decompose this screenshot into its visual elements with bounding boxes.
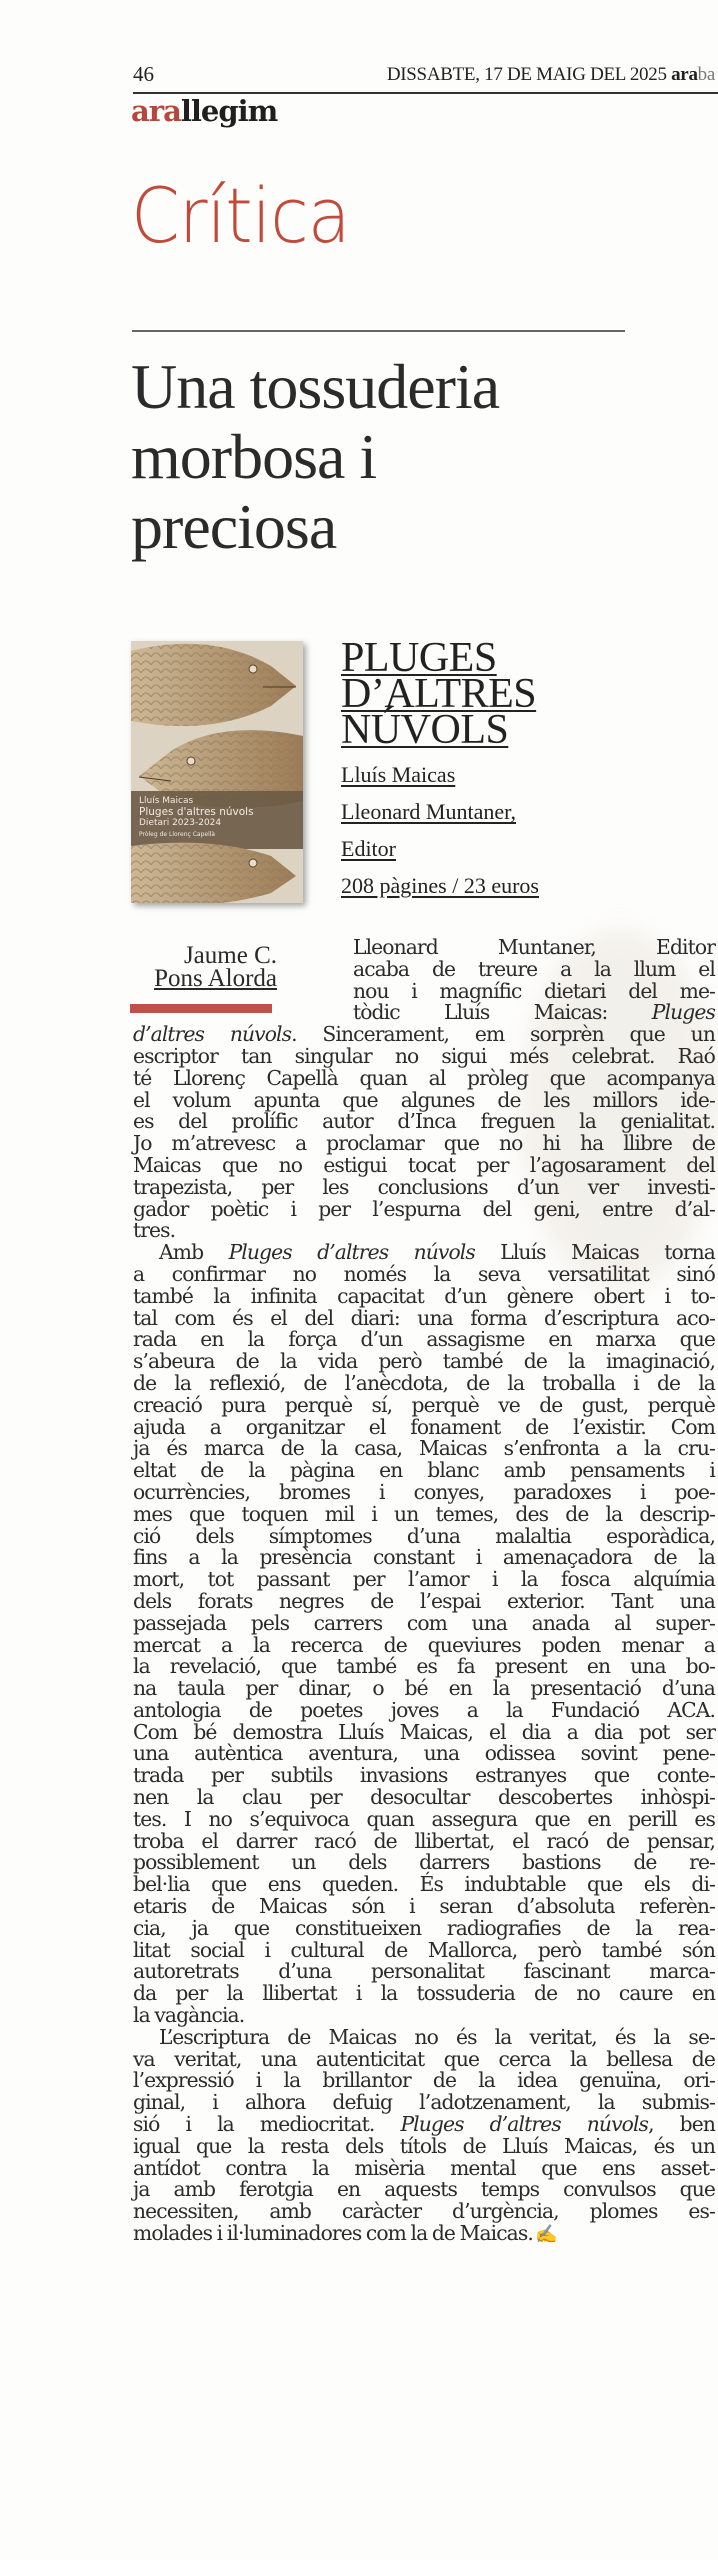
- body-line: troba el darrer racó de llibertat, el racó de pensar,: [133, 1828, 715, 1853]
- cover-title: Pluges d'altres núvols: [139, 806, 254, 818]
- body-line: de la reflexió, de l’anècdota, de la troballa i de la: [133, 1370, 715, 1395]
- body-line: va veritat, una autenticitat que cerca la bellesa de: [133, 2046, 715, 2071]
- book-details: 208 pàgines / 23 euros: [341, 873, 539, 898]
- body-line: ja és marca de la casa, Maicas s’enfronta a la cru-: [133, 1436, 715, 1461]
- body-line: [133, 1024, 715, 1046]
- cover-subtitle: Dietari 2023-2024: [139, 818, 222, 828]
- body-line: Lleonard Muntaner, Editor: [353, 935, 715, 959]
- body-line: fins a la presència constant i amenaçadora de la: [133, 1545, 715, 1570]
- body-line: [133, 2223, 715, 2245]
- body-line: [133, 1242, 715, 1264]
- body-line: la vagància.: [133, 2003, 245, 2028]
- body-line: tes. I no s’equivoca quan assegura que en perill es: [133, 1806, 715, 1831]
- book-title-line: D’ALTRES: [341, 671, 537, 717]
- body-line: dels forats negres de l’espai exterior. Tant una: [133, 1588, 715, 1613]
- body-line: cia, ja que constitueixen radiografies de la rea-: [133, 1915, 715, 1940]
- headline-line: morbosa i: [131, 421, 377, 492]
- byline-first-name: Jaume C.: [183, 942, 277, 969]
- body-line: tres.: [133, 1218, 176, 1243]
- body-line: etaris de Maicas són i seran d’absoluta referèn-: [133, 1894, 715, 1919]
- body-line: ja amb ferotgia en aquests temps convulsos que: [133, 2177, 715, 2202]
- body-line: Jo m’atrevesc a proclamar que no hi ha llibre de: [133, 1131, 715, 1156]
- body-text: sió i la mediocritat.: [133, 2112, 401, 2137]
- body-text: , ben: [648, 2112, 715, 2137]
- body-line: da per la llibertat i la tossuderia de no caure en: [133, 1981, 715, 2006]
- body-line: l’expressió i la brillantor de la idea genuïna, ori-: [133, 2068, 715, 2093]
- brand-logo-ara: ara: [671, 64, 698, 85]
- book-title-line: NÚVOLS: [341, 707, 509, 753]
- article-body: [133, 937, 715, 2245]
- body-line: autoretrats d’una personalitat fascinant marca-: [133, 1959, 715, 1984]
- body-line: escriptor tan singular no sigui més celebrat. Raó: [133, 1043, 715, 1068]
- body-line: na taula per dinar, o bé en la presentació d’una: [133, 1676, 715, 1701]
- body-line: trapezista, per les conclusions d’un ver investi-: [133, 1174, 715, 1199]
- body-line: antídot contra la misèria mental que ens asset-: [133, 2155, 715, 2180]
- body-line: [353, 1002, 715, 1024]
- book-title-italic: d’altres núvols: [133, 1022, 292, 1047]
- pen-hand-icon: ✍: [534, 2224, 557, 2246]
- body-line: antologia de poetes joves a la Fundació ACA.: [133, 1697, 715, 1722]
- issue-date: DISSABTE, 17 DE MAIG DEL 2025: [386, 64, 667, 85]
- body-line: possiblement un dels darrers bastions de re-: [133, 1850, 715, 1875]
- body-line: ció dels símptomes d’una malaltia esporàdica,: [133, 1523, 715, 1548]
- body-line: té Llorenç Capellà quan al pròleg que acompanya: [133, 1065, 715, 1090]
- dateline: [387, 64, 715, 86]
- body-text: molades i il·luminadores com la de Maicas.: [133, 2221, 533, 2246]
- book-title-italic: Pluges: [651, 1000, 715, 1025]
- byline-last-name: Pons Alorda: [154, 965, 277, 992]
- headline: [131, 352, 631, 562]
- body-line: mercat a la recerca de queviures poden menar a: [133, 1632, 715, 1657]
- section-prefix: ara: [131, 94, 181, 128]
- body-line: també la infinita capacitat d’un gènere obert i to-: [133, 1283, 715, 1308]
- body-line: Maicas que no estigui tocat per l’agosarament del: [133, 1152, 715, 1177]
- cover-author: Lluís Maicas: [139, 796, 194, 806]
- book-title-line: PLUGES: [341, 635, 497, 681]
- body-line: necessiten, amb caràcter d’urgència, plomes es-: [133, 2199, 715, 2224]
- book-info: [341, 635, 539, 904]
- headline-line: preciosa: [131, 491, 337, 562]
- kicker-label: Crítica: [131, 171, 350, 260]
- body-line: passejada pels carrers com una anada al super-: [133, 1610, 715, 1635]
- body-line: nen la clau per desocultar descobertes inhòspi-: [133, 1785, 715, 1810]
- body-line: s’abeura de la vida però també de la imaginació,: [133, 1349, 715, 1374]
- book-publisher: Lleonard Muntaner,: [341, 799, 517, 824]
- body-line: el volum apunta que algunes de les millors ide-: [133, 1087, 715, 1112]
- body-line: creació pura perquè sí, perquè ve de gust, perquè: [133, 1392, 715, 1417]
- body-line: a confirmar no només la seva versatilitat sinó: [133, 1261, 715, 1286]
- body-line: rada en la força d’un assagisme en marxa que: [133, 1327, 715, 1352]
- body-line: litat social i cultural de Mallorca, però també són: [133, 1937, 715, 1962]
- body-line: bel·lia que ens queden. És indubtable que els di-: [133, 1872, 715, 1897]
- body-text: Amb: [159, 1240, 229, 1265]
- body-line: ocurrències, bromes i conyes, paradoxes i poe-: [133, 1479, 715, 1504]
- body-line: ginal, i alhora defuig l’adotzenament, la submis-: [133, 2090, 715, 2115]
- body-line: mes que toquen mil i un temes, des de la descrip-: [133, 1501, 715, 1526]
- cover-text: [139, 796, 254, 840]
- cover-note: Pròleg de Llorenç Capellà: [139, 831, 216, 838]
- body-line: mort, tot passant per l’amor i la fosca alquímia: [133, 1567, 715, 1592]
- body-line: la revelació, que també es fa present en una bo-: [133, 1654, 715, 1679]
- fish-illustration: [131, 641, 303, 903]
- body-line: trada per subtils invasions estranyes que conte-: [133, 1763, 715, 1788]
- body-line: igual que la resta dels títols de Lluís Maicas, és un: [133, 2133, 715, 2158]
- body-text: . Sincerament, em sorprèn que un: [291, 1022, 715, 1047]
- body-line: L’escriptura de Maicas no és la veritat, és la se-: [159, 2024, 715, 2049]
- body-line: es del prolífic autor d’Inca freguen la genialitat.: [133, 1109, 715, 1134]
- section-title: [131, 94, 277, 128]
- body-line: acaba de treure a la llum el: [353, 956, 715, 981]
- body-text: tòdic Lluís Maicas:: [353, 1000, 652, 1025]
- body-line: una autèntica aventura, una odissea sovint pene-: [133, 1741, 715, 1766]
- body-line: ajuda a organitzar el fonament de l’existir. Com: [133, 1414, 715, 1439]
- book-cover-image: [131, 641, 303, 903]
- body-line: nou i magnífic dietari del me-: [353, 978, 715, 1003]
- body-line: tal com és el del diari: una forma d’escriptura aco-: [133, 1305, 715, 1330]
- body-line: Com bé demostra Lluís Maicas, el dia a dia pot ser: [133, 1719, 715, 1744]
- headline-line: Una tossuderia: [131, 351, 500, 422]
- body-line: eltat de la pàgina en blanc amb pensaments i: [133, 1458, 715, 1483]
- page-number: 46: [133, 62, 154, 86]
- section-name: llegim: [180, 94, 278, 128]
- body-line: [133, 2114, 715, 2136]
- book-title-italic: Pluges d’altres núvols: [228, 1240, 475, 1265]
- body-line: gador poètic i per l’espurna del geni, entre d’al-: [133, 1196, 715, 1221]
- book-publisher-cont: Editor: [341, 836, 396, 861]
- book-author: Lluís Maicas: [341, 762, 456, 787]
- brand-logo-edition: ba: [697, 64, 715, 85]
- kicker-rule: [132, 330, 625, 332]
- book-title-italic: Pluges d’altres núvols: [400, 2112, 649, 2137]
- body-text: Lluís Maicas torna: [474, 1240, 715, 1265]
